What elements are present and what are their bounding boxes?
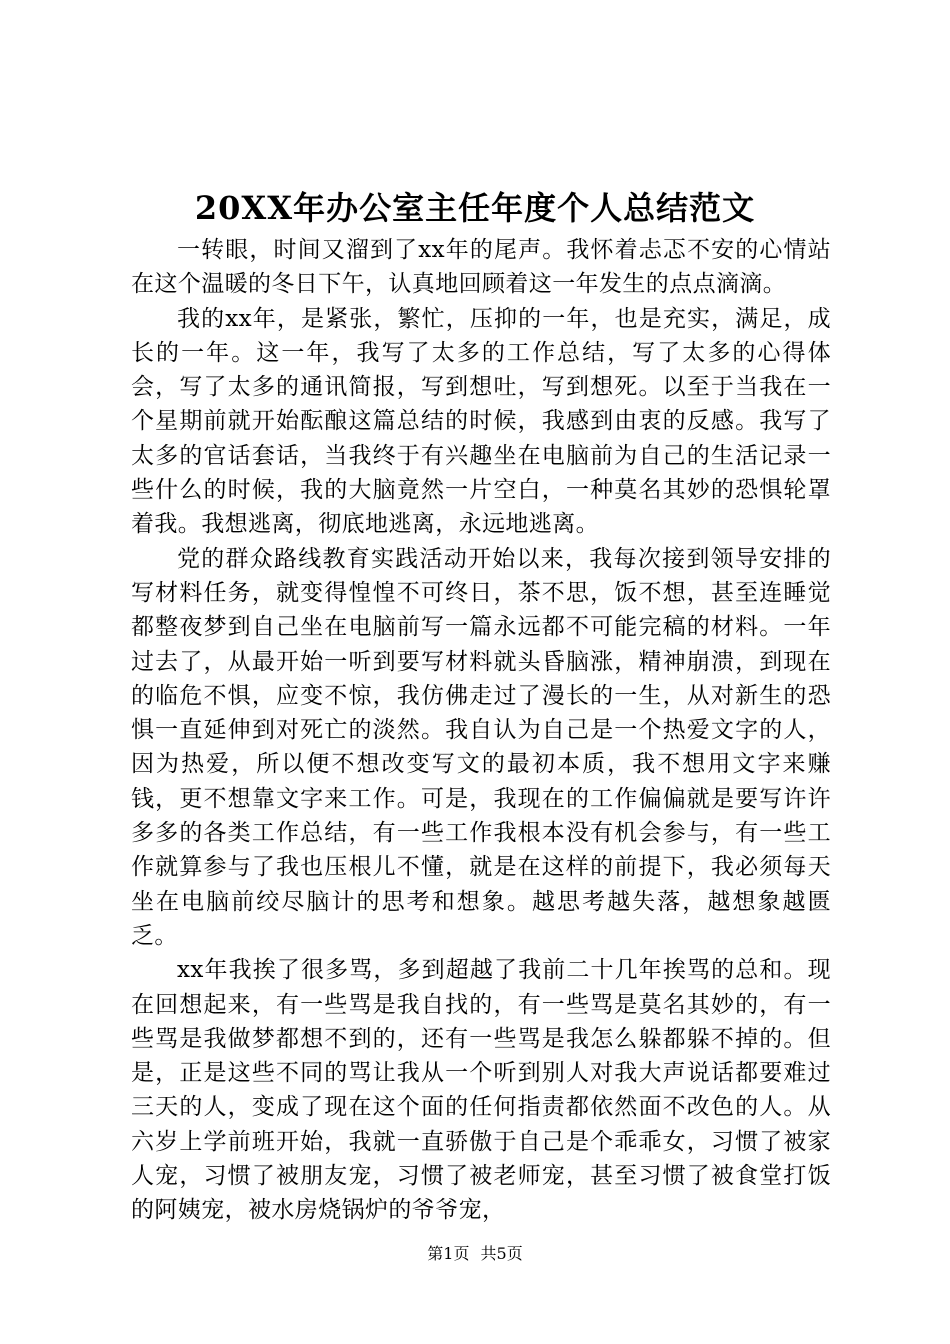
document-body [131,233,831,1228]
page-total: 共5页 [480,1244,523,1263]
paragraph: 我的xx年，是紧张，繁忙，压抑的一年，也是充实，满足，成长的一年。这一年，我写了太多的工作总结，写了太多的心得体会，写了太多的通讯简报，写到想吐，写到想死。以至于当我在一个星期前就开始酝酿这篇总结的时候，我感到由衷的反感。我写了太多的官话套话，当我终于有兴趣坐在电脑前为自己的生活记录一些什么的时候，我的大脑竟然一片空白，一种莫名其妙的恐惧轮罩着我。我想逃离，彻底地逃离，永远地逃离。 [131,305,831,538]
page-number: 第1页 [427,1244,470,1263]
paragraph: 党的群众路线教育实践活动开始以来，我每次接到领导安排的写材料任务，就变得惶惶不可终日，茶不思，饭不想，甚至连睡觉都整夜梦到自己坐在电脑前写一篇永远都不可能完稿的材料。一年过去了，从最开始一听到要写材料就头昏脑涨，精神崩溃，到现在的临危不惧，应变不惊，我仿佛走过了漫长的一生，从对新生的恐惧一直延伸到对死亡的淡然。我自认为自己是一个热爱文字的人，因为热爱，所以便不想改变写文的最初本质，我不想用文字来赚钱，更不想靠文字来工作。可是，我现在的工作偏偏就是要写许许多多的各类工作总结，有一些工作我根本没有机会参与，有一些工作就算参与了我也压根儿不懂，就是在这样的前提下，我必须每天坐在电脑前绞尽脑计的思考和想象。越思考越失落，越想象越匮乏。 [131,545,831,949]
page-footer [0,1242,950,1266]
paragraph: 一转眼，时间又溜到了xx年的尾声。我怀着忐忑不安的心情站在这个温暖的冬日下午，认真地回顾着这一年发生的点点滴滴。 [131,237,831,298]
document-title: 20XX年办公室主任年度个人总结范文 [194,189,756,227]
paragraph: xx年我挨了很多骂，多到超越了我前二十几年挨骂的总和。现在回想起来，有一些骂是我自找的，有一些骂是莫名其妙的，有一些骂是我做梦都想不到的，还有一些骂是我怎么躲都躲不掉的。但是，正是这些不同的骂让我从一个听到别人对我大声说话都要难过三天的人，变成了现在这个面的任何指责都依然面不改色的人。从六岁上学前班开始，我就一直骄傲于自己是个乖乖女，习惯了被家人宠，习惯了被朋友宠，习惯了被老师宠，甚至习惯了被食堂打饭的阿姨宠，被水房烧锅炉的爷爷宠， [131,957,831,1224]
